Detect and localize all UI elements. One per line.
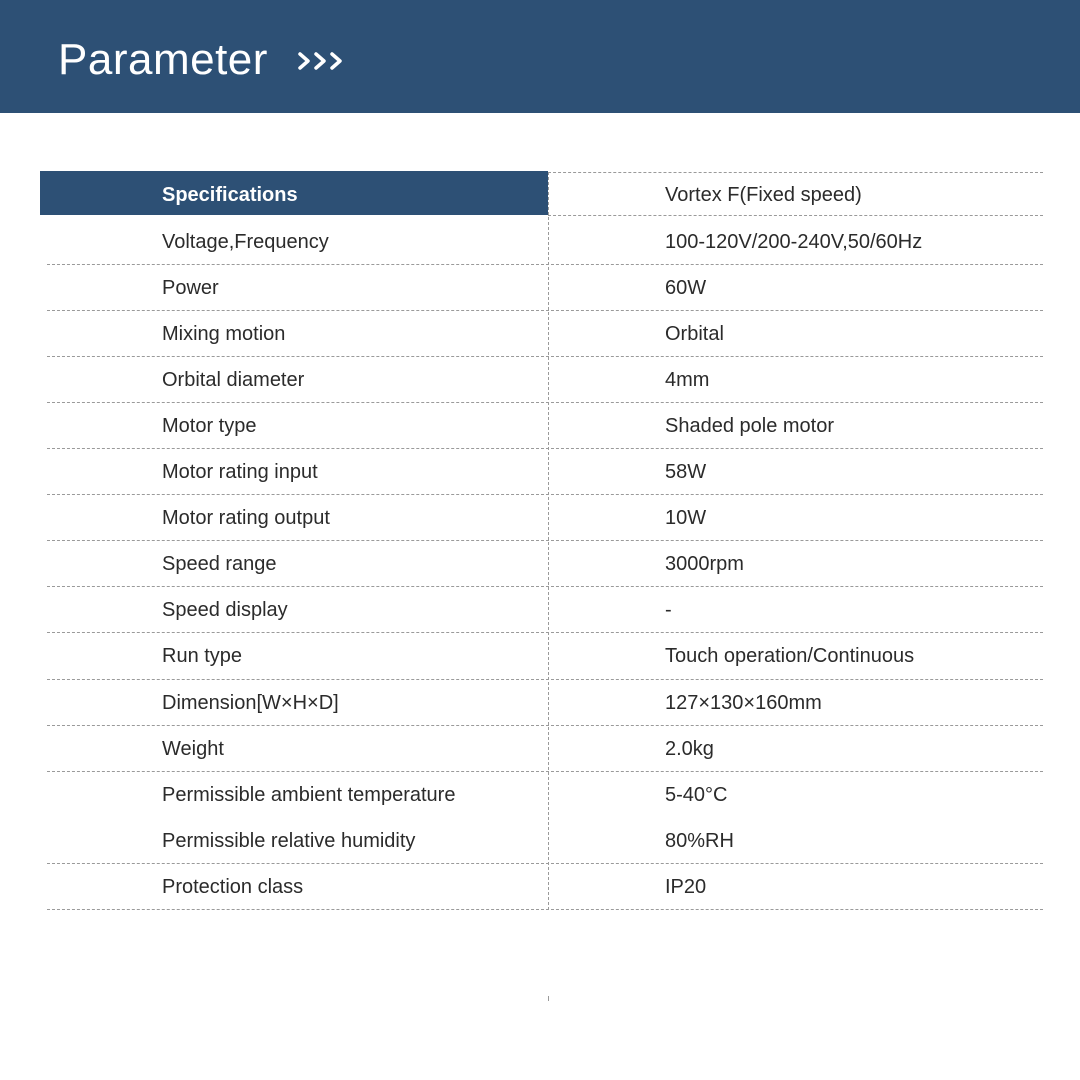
model-header-value: Vortex F(Fixed speed)	[665, 184, 862, 206]
column-divider-tick	[548, 996, 549, 1001]
spec-label: Run type	[162, 645, 243, 668]
table-divider	[47, 310, 1043, 311]
table-divider	[47, 586, 1043, 587]
table-divider	[548, 215, 1043, 216]
specifications-header-label: Specifications	[162, 184, 298, 206]
spec-label: Permissible relative humidity	[162, 829, 416, 852]
spec-label: Speed display	[162, 599, 288, 622]
spec-value: IP20	[665, 875, 707, 898]
table-divider	[47, 494, 1043, 495]
spec-label: Motor rating output	[162, 507, 330, 530]
spec-label: Speed range	[162, 553, 277, 576]
table-divider	[548, 172, 1043, 173]
table-divider	[47, 725, 1043, 726]
table-divider	[47, 356, 1043, 357]
spec-label: Power	[162, 277, 219, 300]
spec-value: 100-120V/200-240V,50/60Hz	[665, 231, 923, 253]
spec-value: Orbital	[665, 323, 724, 346]
spec-value: 3000rpm	[665, 553, 744, 576]
spec-label: Motor type	[162, 415, 257, 438]
table-divider	[47, 448, 1043, 449]
spec-value: 58W	[665, 461, 707, 484]
table-divider	[47, 771, 1043, 772]
spec-value: 80%RH	[665, 829, 734, 852]
spec-value: 2.0kg	[665, 737, 714, 760]
spec-value: 60W	[665, 277, 707, 300]
table-divider	[47, 632, 1043, 633]
column-divider	[548, 172, 549, 910]
spec-label: Permissible ambient temperature	[162, 783, 456, 806]
table-divider	[47, 264, 1043, 265]
spec-value: Touch operation/Continuous	[665, 645, 915, 668]
table-divider	[47, 402, 1043, 403]
table-divider	[47, 679, 1043, 680]
spec-value: 127×130×160mm	[665, 691, 822, 714]
page-title: Parameter	[58, 35, 268, 84]
spec-value: 5-40°C	[665, 783, 728, 806]
spec-label: Mixing motion	[162, 323, 286, 346]
spec-value: 10W	[665, 507, 707, 530]
spec-value: 4mm	[665, 369, 710, 392]
spec-value: -	[665, 599, 672, 622]
spec-label: Weight	[162, 737, 224, 760]
table-divider	[47, 863, 1043, 864]
spec-label: Dimension[W×H×D]	[162, 691, 339, 714]
spec-value: Shaded pole motor	[665, 415, 835, 438]
spec-label: Voltage,Frequency	[162, 231, 329, 253]
table-divider	[47, 540, 1043, 541]
table-divider	[47, 909, 1043, 910]
spec-label: Orbital diameter	[162, 369, 305, 392]
spec-label: Protection class	[162, 875, 304, 898]
spec-label: Motor rating input	[162, 461, 318, 484]
